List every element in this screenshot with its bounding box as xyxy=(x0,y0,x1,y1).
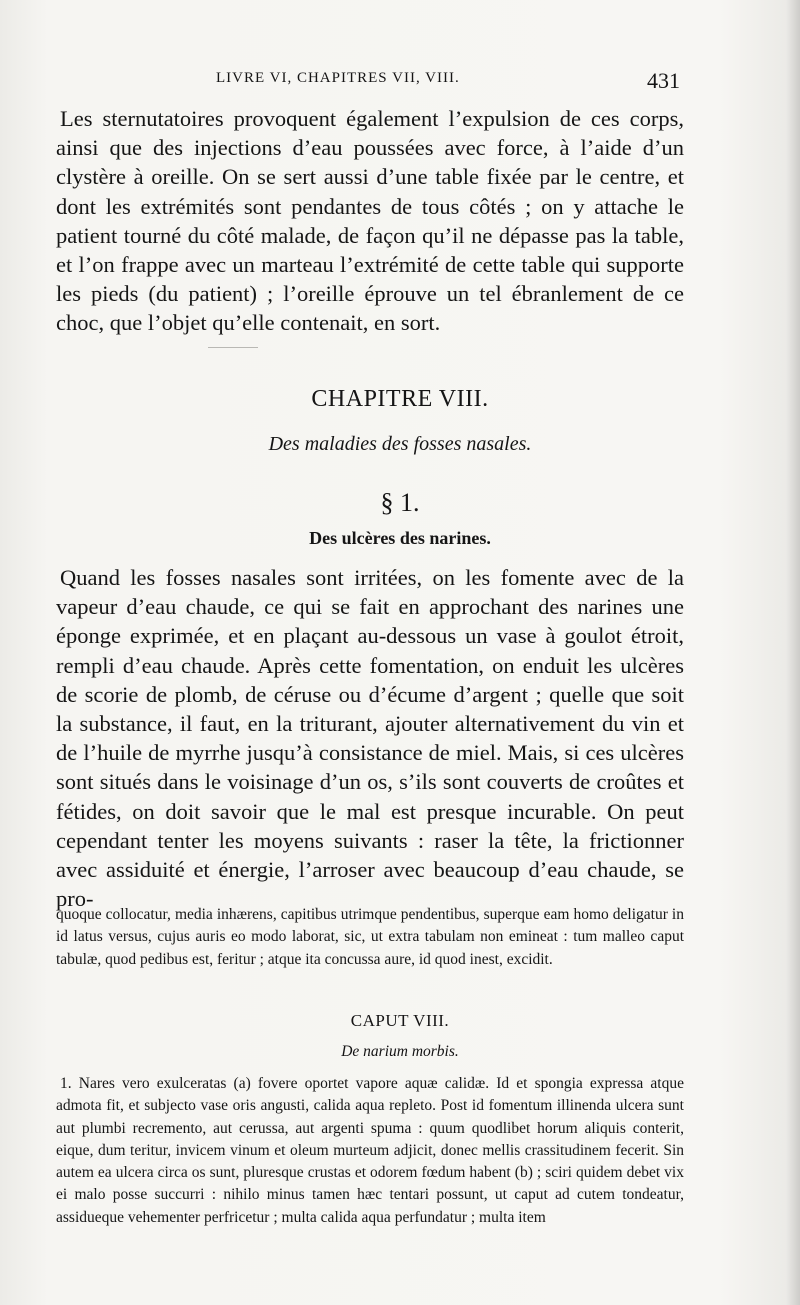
french-paragraph-section xyxy=(56,563,684,913)
running-header: LIVRE VI, CHAPITRES VII, VIII. xyxy=(216,70,460,86)
latin-body-text: 1. Nares vero exulceratas (a) fovere oportet vapore aquæ calidæ. Id et spongia expressa atque admota fit, et subjecto vase oris angusti, calida aqua repleto. Post id fomentum illinenda ulcera sunt aut plumbi recremento, aut cerussa, aut argenti spuma : quum quodlibet horum aliquis conterit, eique, dum teritur, invicem vinum et oleum murteum adjicit, donec mellis crassitudinem fecerit. Sin autem ea ulcera circa os sunt, pluresque crustas et odorem fœdum habent (b) ; sciri quidem debet vix ei malo posse succurri : nihilo minus tamen hæc tentari possunt, ut caput ad cutem tondeatur, assidueque vehementer perfricetur ; multa calida aqua perfundatur ; multa item xyxy=(56,1075,684,1226)
page-edge-shadow xyxy=(786,0,800,1305)
pencil-mark xyxy=(208,347,258,348)
french-text-section: Quand les fosses nasales sont irritées, on les fomente avec de la vapeur d’eau chaude, ce qui se fait en approchant des narines une éponge exprimée, et en plaçant au-dessous un vase à goulot étroit, rempli d’eau chaude. Après cette fomentation, on enduit les ulcères de scorie de plomb, de céruse ou d’écume d’argent ; quelle que soit la substance, il faut, en la triturant, ajouter alternativement du vin et de l’huile de myrrhe jusqu’à consistance de miel. Mais, si ces ulcères sont situés dans le voisinage d’un os, s’ils sont couverts de croûtes et fétides, on doit savoir que le mal est presque incurable. On peut cependant tenter les moyens suivants : raser la tête, la frictionner avec assiduité et énergie, l’arroser avec beaucoup d’eau chaude, se pro- xyxy=(56,565,684,912)
caput-subtitle: De narium morbis. xyxy=(341,1043,459,1060)
section-mark: § 1. xyxy=(380,488,420,517)
chapter-subtitle: Des maladies des fosses nasales. xyxy=(268,433,532,455)
latin-continuation-text: quoque collocatur, media inhærens, capitibus utrimque pendentibus, superque eam homo deligatur in id latus versus, cujus auris eo modo laborat, sic, ut extra tabulam non emineat : tum malleo caput tabulæ, quod pedibus est, feritur ; atque ita concussa aure, id quod inest, excidit. xyxy=(56,906,684,968)
latin-continuation xyxy=(56,904,684,971)
section-title: Des ulcères des narines. xyxy=(309,528,491,548)
chapter-title: CHAPITRE VIII. xyxy=(311,386,489,412)
latin-body xyxy=(56,1073,684,1229)
caput-title: CAPUT VIII. xyxy=(350,1011,450,1030)
page-number: 431 xyxy=(647,68,680,93)
french-paragraph-top xyxy=(56,104,684,338)
french-text-top: Les sternutatoires provoquent également l’expulsion de ces corps, ainsi que des injections d’eau poussées avec force, à l’aide d’un clystère à oreille. On se sert aussi d’une table fixée par le centre, et dont les extrémités sont pendantes de tous côtés ; on y attache le patient tourné du côté malade, de façon qu’il ne dépasse pas la table, et l’on frappe avec un marteau l’extrémité de cette table qui supporte les pieds (du patient) ; l’oreille éprouve un tel ébranlement de ce choc, que l’objet qu’elle contenait, en sort. xyxy=(56,106,684,336)
